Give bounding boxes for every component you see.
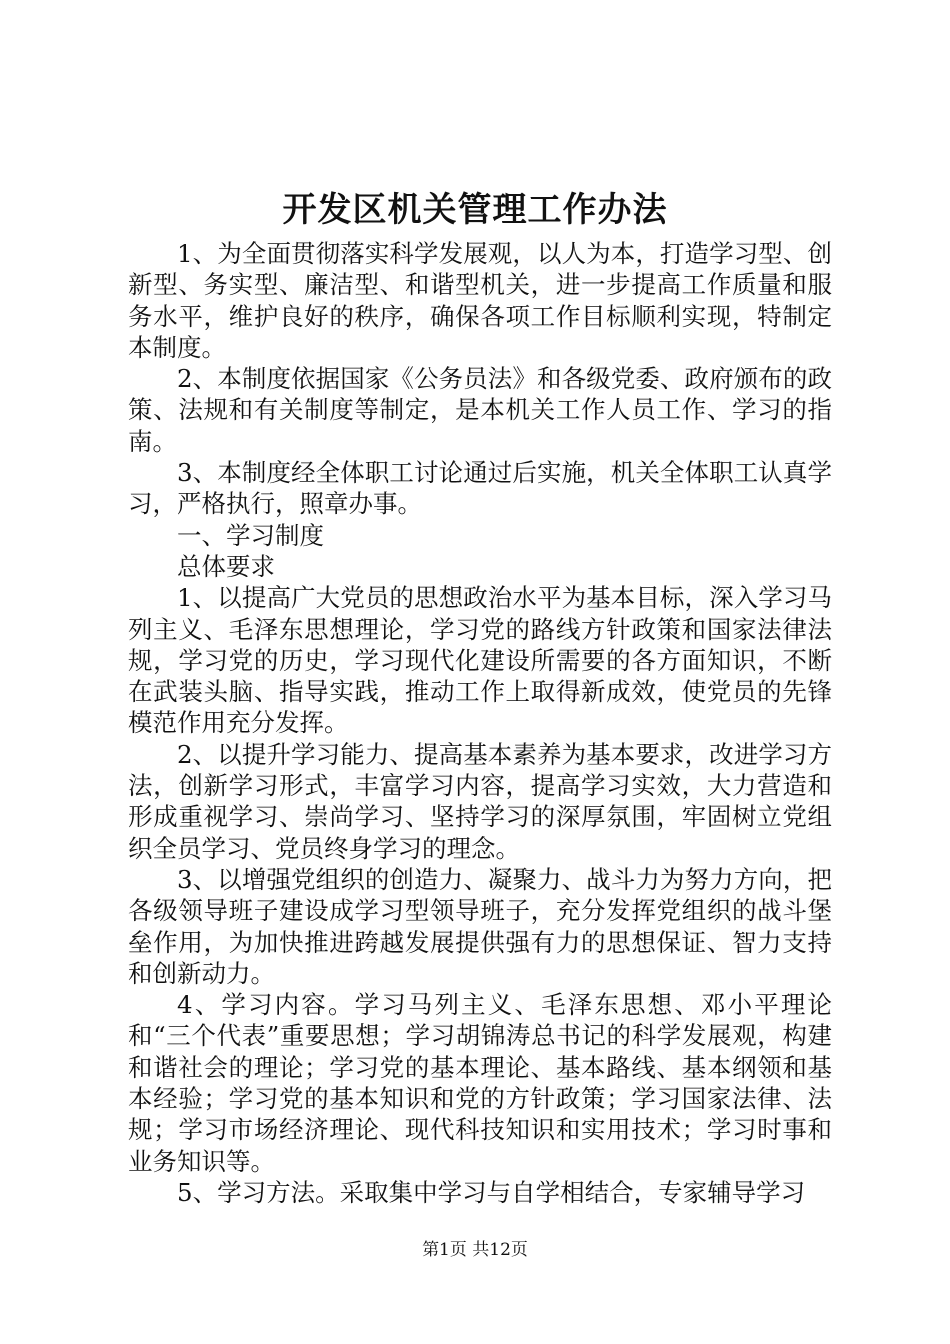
section-heading-study-system: 一、学习制度 (177, 520, 324, 550)
paragraph-study-content: 4、学习内容。学习马列主义、毛泽东思想、邓小平理论和“三个代表”重要思想；学习胡锦涛总书记的科学发展观，构建和谐社会的理论；学习党的基本理论、基本路线、基本纲领和基本经验；学习党的基本知识和党的方针政策；学习国家法律、法规；学习市场经济理论、现代科技知识和实用技术；学习时事和业务知识等。 (128, 990, 832, 1176)
paragraph-1: 1、为全面贯彻落实科学发展观，以人为本，打造学习型、创新型、务实型、廉洁型、和谐型机关，进一步提高工作质量和服务水平，维护良好的秩序，确保各项工作目标顺利实现，特制定本制度。 (128, 239, 832, 362)
paragraph-study-method: 5、学习方法。采取集中学习与自学相结合，专家辅导学习 (177, 1177, 806, 1207)
page-footer: 第1页 共12页 (422, 1240, 528, 1260)
subheading-general-requirements: 总体要求 (177, 551, 275, 581)
paragraph-2: 2、本制度依据国家《公务员法》和各级党委、政府颁布的政策、法规和有关制度等制定，是本机关工作人员工作、学习的指南。 (128, 364, 832, 456)
document-body (128, 238, 832, 1208)
paragraph-requirement-3: 3、以增强党组织的创造力、凝聚力、战斗力为努力方向，把各级领导班子建设成学习型领导班子，充分发挥党组织的战斗堡垒作用，为加快推进跨越发展提供强有力的思想保证、智力支持和创新动力。 (128, 864, 832, 988)
paragraph-3: 3、本制度经全体职工讨论通过后实施，机关全体职工认真学习，严格执行，照章办事。 (128, 458, 832, 519)
paragraph-requirement-2: 2、以提升学习能力、提高基本素养为基本要求，改进学习方法，创新学习形式，丰富学习内容，提高学习实效，大力营造和形成重视学习、崇尚学习、坚持学习的深厚氛围，牢固树立党组织全员学习、党员终身学习的理念。 (128, 739, 832, 863)
paragraph-requirement-1: 1、以提高广大党员的思想政治水平为基本目标，深入学习马列主义、毛泽东思想理论，学习党的路线方针政策和国家法律法规，学习党的历史，学习现代化建设所需要的各方面知识，不断在武装头脑、指导实践，推动工作上取得新成效，使党员的先锋模范作用充分发挥。 (128, 583, 832, 738)
document-title: 开发区机关管理工作办法 (282, 190, 668, 230)
